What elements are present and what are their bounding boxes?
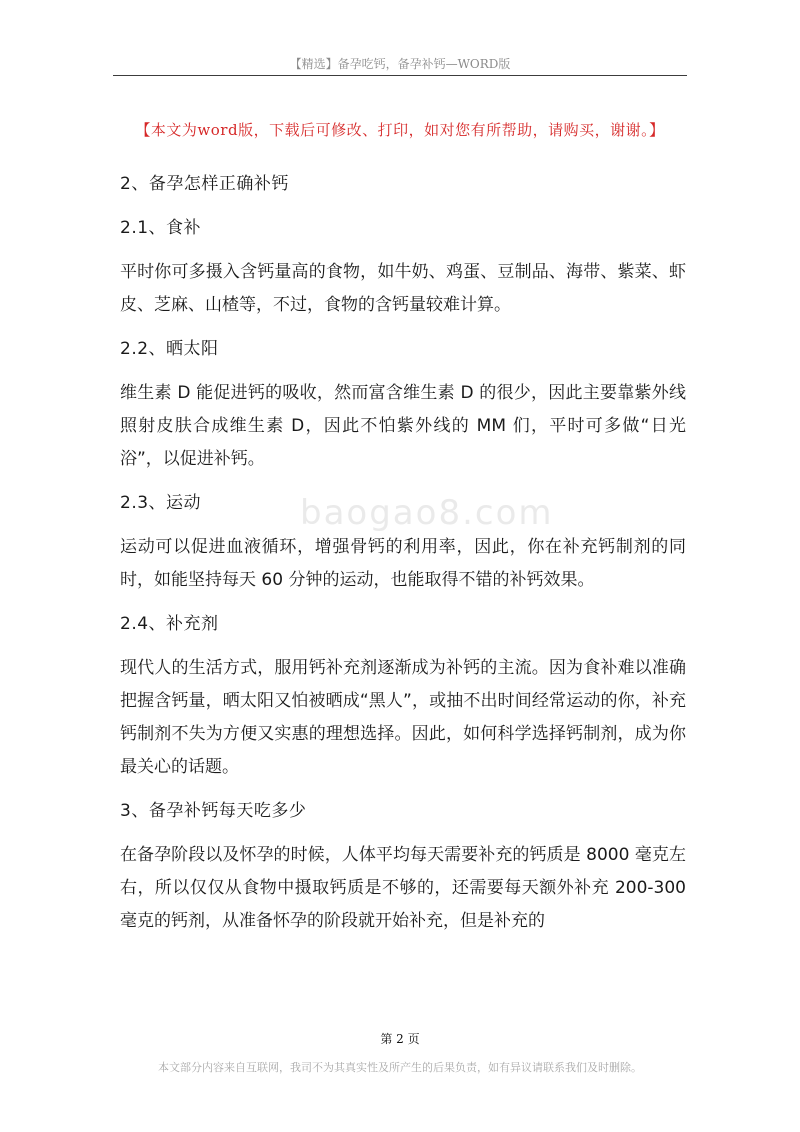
header-divider	[113, 75, 687, 76]
page-number: 第 2 页	[380, 1032, 420, 1046]
section-heading: 2.4、补充剂	[120, 614, 219, 634]
paragraph: 维生素 D 能促进钙的吸收，然而富含维生素 D 的很少，因此主要靠紫外线照射皮肤合成维生素 D，因此不怕紫外线的 MM 们，平时可多做“日光浴”，以促进补钙。	[120, 383, 686, 469]
paragraph: 运动可以促进血液循环，增强骨钙的利用率，因此，你在补充钙制剂的同时，如能坚持每天 60 分钟的运动，也能取得不错的补钙效果。	[120, 537, 686, 590]
section-heading: 2、备孕怎样正确补钙	[120, 174, 289, 194]
paragraph: 现代人的生活方式，服用钙补充剂逐渐成为补钙的主流。因为食补难以准确把握含钙量，晒太阳又怕被晒成“黑人”，或抽不出时间经常运动的你，补充钙制剂不失为方便又实惠的理想选择。因此，如何科学选择钙制剂，成为你最关心的话题。	[120, 658, 686, 777]
download-notice: 【本文为word版，下载后可修改、打印，如对您有所帮助，请购买，谢谢。】	[135, 121, 665, 139]
footer-disclaimer: 本文部分内容来自互联网，我司不为其真实性及所产生的后果负责，如有异议请联系我们及时删除。	[158, 1061, 642, 1074]
paragraph: 平时你可多摄入含钙量高的食物，如牛奶、鸡蛋、豆制品、海带、紫菜、虾皮、芝麻、山楂等，不过，食物的含钙量较难计算。	[120, 262, 686, 315]
section-heading: 2.1、食补	[120, 218, 202, 238]
document-body	[120, 168, 686, 949]
watermark-text: baogao8.com	[300, 493, 554, 533]
paragraph: 在备孕阶段以及怀孕的时候，人体平均每天需要补充的钙质是 8000 毫克左右，所以仅仅从食物中摄取钙质是不够的，还需要每天额外补充 200-300 毫克的钙剂，从准备怀孕的阶段就开始补充，但是补充的	[120, 845, 686, 931]
section-heading: 3、备孕补钙每天吃多少	[120, 801, 307, 821]
section-heading: 2.2、晒太阳	[120, 339, 219, 359]
page-header: 【精选】备孕吃钙，备孕补钙—WORD版	[289, 57, 511, 71]
section-heading: 2.3、运动	[120, 493, 202, 513]
